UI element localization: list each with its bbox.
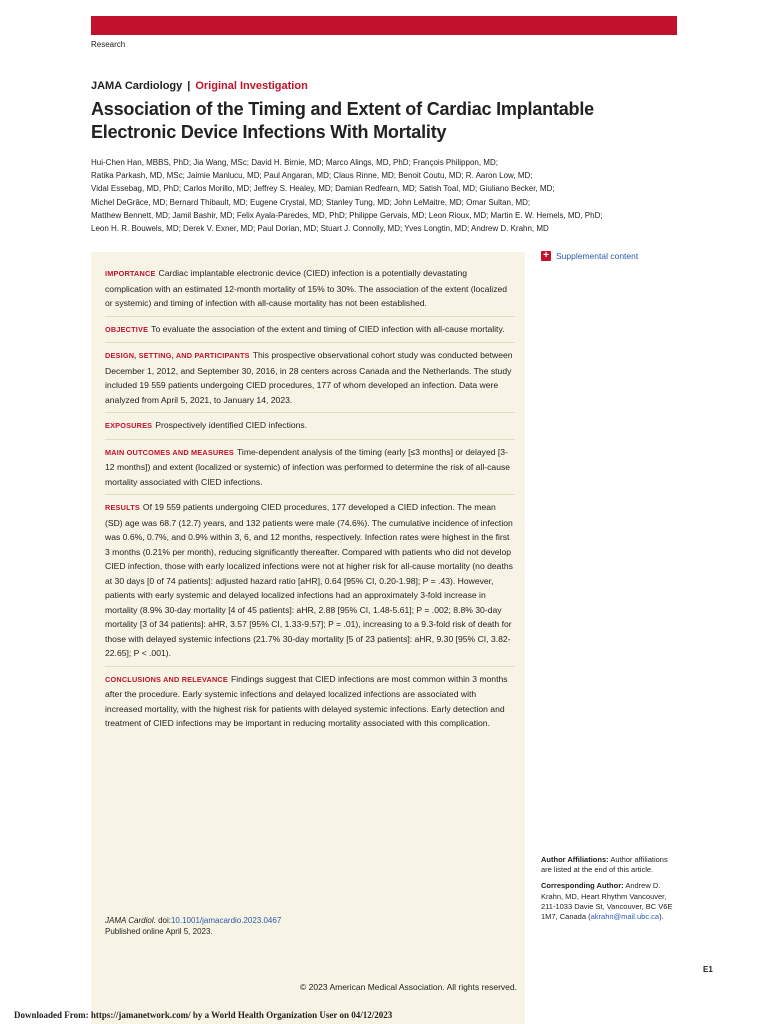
doi-link[interactable]: 10.1001/jamacardio.2023.0467 xyxy=(170,916,282,925)
affiliations-text: Author affiliations are listed at the end of this article. xyxy=(541,855,668,875)
abstract-text: Time-dependent analysis of the timing (early [≤3 months] or delayed [3-12 months]) and extent (localized or systemic) of infection was performed to determine the risk of all-cause mortality associated with CIED infections. xyxy=(105,446,511,487)
supplemental-content-link[interactable] xyxy=(541,251,638,261)
abstract xyxy=(105,266,515,741)
abstract-heading: EXPOSURES xyxy=(105,421,153,430)
author-line: Leon H. R. Bouwels, MD; Derek V. Exner, MD; Paul Dorian, MD; Stuart J. Connolly, MD; Yves Longtin, MD; Andrew D. Krahn, MD xyxy=(91,224,549,234)
article-title xyxy=(91,98,611,144)
sidebar-notes xyxy=(541,855,679,928)
title-line: Electronic Device Infections With Mortality xyxy=(91,122,447,142)
author-line: Ratika Parkash, MD, MSc; Jaimie Manlucu, MD; Paul Angaran, MD; Claus Rinne, MD; Benoit Coutu, MD; R. Aaron Low, MD; xyxy=(91,171,533,181)
abstract-heading: DESIGN, SETTING, AND PARTICIPANTS xyxy=(105,351,250,360)
abstract-text: Prospectively identified CIED infections. xyxy=(155,420,308,430)
abstract-heading: MAIN OUTCOMES AND MEASURES xyxy=(105,447,234,457)
supplemental-label[interactable]: Supplemental content xyxy=(556,251,639,261)
doi-prefix: doi: xyxy=(158,916,171,925)
abstract-section-results xyxy=(105,500,515,667)
plus-icon: + xyxy=(541,251,551,261)
affiliations-label: Author Affiliations: xyxy=(541,855,609,864)
corresponding-author xyxy=(541,881,679,922)
abstract-heading: OBJECTIVE xyxy=(105,324,149,334)
author-list xyxy=(91,156,651,235)
journal-name: JAMA Cardiology xyxy=(91,80,183,92)
author-line: Michel DeGrâce, MD; Bernard Thibault, MD; Eugene Crystal, MD; Stanley Tung, MD; John LeMaitre, MD; Omar Sultan, MD; xyxy=(91,197,531,207)
journal-abbrev: JAMA Cardiol. xyxy=(105,916,156,925)
author-line: Hui-Chen Han, MBBS, PhD; Jia Wang, MSc; David H. Birnie, MD; Marco Alings, MD, PhD; François Philippon, MD; xyxy=(91,158,498,167)
citation-doi-line xyxy=(105,915,281,926)
abstract-section-objective xyxy=(105,322,515,344)
download-notice: Downloaded From: https://jamanetwork.com/ by a World Health Organization User on 04/12/2023 xyxy=(14,1010,393,1020)
abstract-section-exposures xyxy=(105,418,515,440)
abstract-text: Cardiac implantable electronic device (CIED) infection is a potentially devastating complication with an estimated 12-month mortality of 15% to 30%. The association of the extent (localized or systemic) and timing of infection with all-cause mortality has not been established. xyxy=(105,268,508,308)
abstract-heading: CONCLUSIONS AND RELEVANCE xyxy=(105,674,228,684)
author-line: Matthew Bennett, MD; Jamil Bashir, MD; Felix Ayala-Paredes, MD, PhD; Philippe Gervais, MD; Leon Rioux, MD; Martin E. W. Hemels, MD, PhD; xyxy=(91,210,603,220)
abstract-heading: RESULTS xyxy=(105,503,140,512)
abstract-section-design xyxy=(105,348,515,413)
corresponding-label: Corresponding Author: xyxy=(541,881,624,891)
journal-line xyxy=(91,80,308,92)
citation xyxy=(105,915,281,937)
corresponding-email-link[interactable]: akrahn@mail.ubc.ca xyxy=(590,912,660,922)
abstract-text: This prospective observational cohort study was conducted between December 1, 2012, and September 30, 2016, in 28 centers across Canada and the Netherlands. The study included 19 559 patients undergoing CIED procedures, 177 of whom developed an infection. Data were analyzed from April 5, 2021, to January 14, 2023. xyxy=(105,350,513,405)
title-line: Association of the Timing and Extent of Cardiac Implantable xyxy=(91,99,594,119)
copyright: © 2023 American Medical Association. All rights reserved. xyxy=(300,982,517,992)
abstract-section-importance xyxy=(105,266,515,317)
author-affiliations xyxy=(541,855,679,875)
abstract-text: Of 19 559 patients undergoing CIED procedures, 177 developed a CIED infection. The mean (SD) age was 68.7 (12.7) years, and 132 patients were male (74.6%). The cumulative incidence of infection was 0.6%, 0.7%, and 0.9% within 3, 6, and 12 months, respectively. Infection rates were highest in the first 3 months (0.21% per month), reducing significantly thereafter. Compared with patients who did not develop CIED infection, those with early localized infections were not at higher risk for all-cause mortality (no deaths at 30 days [0 of 74 patients]: adjusted hazard ratio [aHR], 0.64 [95% CI, 0.20-1.98]; P = .43). However, patients with early systemic and delayed localized infections had an approximately 3-fold increase in mortality (8.9% 30-day mortality [4 of 45 patients]: aHR, 2.88 [95% CI, 1.48-5.61]; P = .002; 8.8% 30-day mortality [3 of 34 patients]: aHR, 3.57 [95% CI, 1.33-9.57]; P = .01), increasing to a 9.3-fold risk of death for those with delayed systemic infections (21.7% 30-day mortality [5 of 23 patients]: aHR, 9.30 [95% CI, 3.82-22.65]; P < .001). xyxy=(105,502,513,658)
header-color-bar xyxy=(91,16,677,35)
published-date: Published online April 5, 2023. xyxy=(105,927,213,936)
abstract-text: To evaluate the association of the extent and timing of CIED infection with all-cause mortality. xyxy=(151,323,505,334)
page-number: E1 xyxy=(703,965,713,974)
corresponding-close: ). xyxy=(659,912,664,922)
article-type: Original Investigation xyxy=(195,80,308,92)
abstract-heading: IMPORTANCE xyxy=(105,269,156,278)
abstract-section-outcomes xyxy=(105,445,515,496)
section-label: Research xyxy=(91,40,126,49)
abstract-section-conclusions xyxy=(105,672,515,736)
author-line: Vidal Essebag, MD, PhD; Carlos Morillo, MD; Jeffrey S. Healey, MD; Damian Redfearn, MD; Satish Toal, MD; Giuliano Becker, MD; xyxy=(91,184,555,194)
corresponding-text: Andrew D. Krahn, MD, Heart Rhythm Vancouver, 211-1033 Davie St, Vancouver, BC V6E 1M7, Canada ( xyxy=(541,881,673,922)
abstract-text: Findings suggest that CIED infections are most common within 3 months after the procedure. Early systemic infections and delayed localized infections are associated with increased mortality, with the highest risk for patients with delayed systemic infections. Early detection and treatment of CIED infections may be important in reducing mortality associated with this complication. xyxy=(105,673,508,728)
journal-separator: | xyxy=(187,80,191,92)
